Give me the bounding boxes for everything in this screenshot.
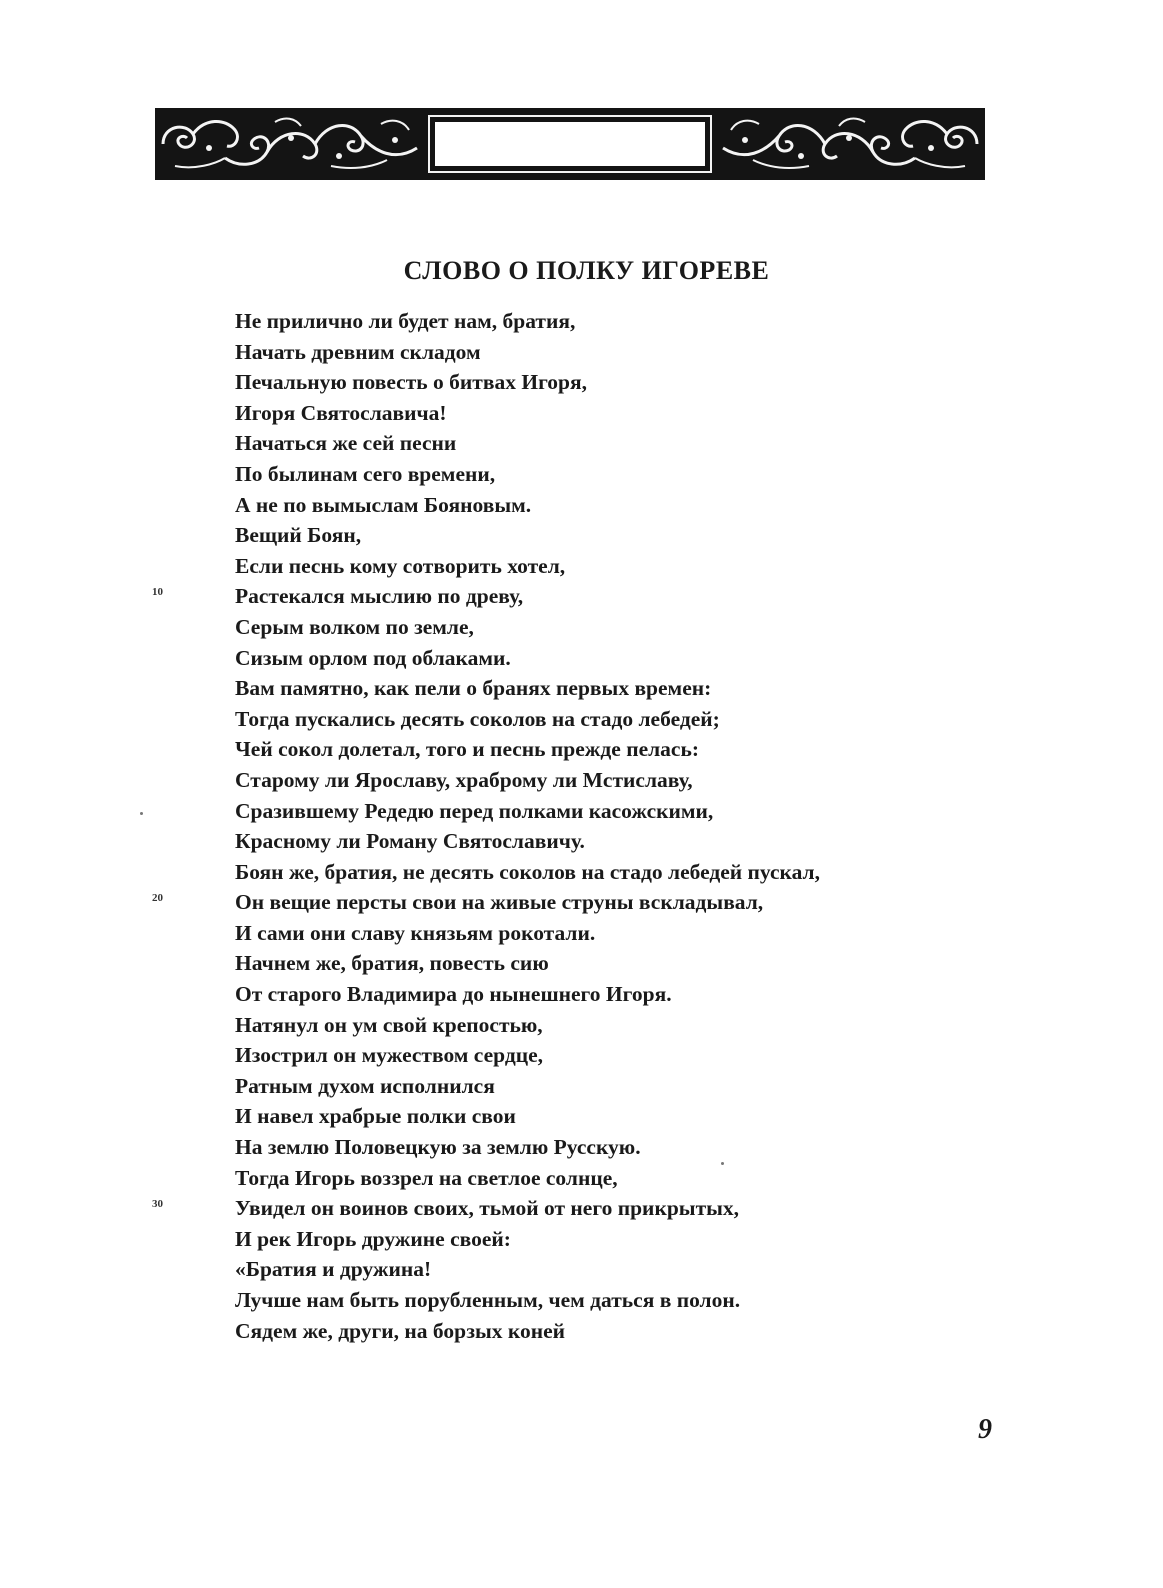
poem-line: Сизым орлом под облаками. <box>235 645 511 670</box>
poem-line: Увидел он воинов своих, тьмой от него прикрытых, <box>235 1196 740 1221</box>
poem-line: Он вещие персты свои на живые струны вскладывал, <box>235 890 764 915</box>
poem-line: Изострил он мужеством сердце, <box>235 1043 544 1068</box>
poem-line: По былинам сего времени, <box>235 461 496 486</box>
poem-line: Вам памятно, как пели о бранях первых времен: <box>235 676 712 701</box>
poem-line: На землю Половецкую за землю Русскую. <box>235 1135 641 1160</box>
line-number-10: 10 <box>152 586 163 598</box>
poem-line: От старого Владимира до нынешнего Игоря. <box>235 982 672 1007</box>
print-speck <box>721 1162 724 1165</box>
poem-line: Лучше нам быть порубленным, чем даться в полон. <box>235 1288 741 1312</box>
poem-title: СЛОВО О ПОЛКУ ИГОРЕВЕ <box>403 256 770 285</box>
poem-line: Натянул он ум свой крепостью, <box>235 1012 543 1037</box>
poem-line: Тогда Игорь воззрел на светлое солнце, <box>235 1165 618 1190</box>
poem-line: Печальную повесть о битвах Игоря, <box>235 370 588 395</box>
line-number-20: 20 <box>152 892 163 904</box>
poem-line: Не прилично ли будет нам, братия, <box>235 309 576 333</box>
line-number-30: 30 <box>152 1198 163 1210</box>
poem-line: «Братия и дружина! <box>235 1257 432 1282</box>
poem-line: Серым волком по земле, <box>235 614 474 639</box>
poem-line: Чей сокол долетал, того и песнь прежде пелась: <box>235 737 700 762</box>
poem-line: Если песнь кому сотворить хотел, <box>235 553 566 578</box>
poem-line: Начать древним складом <box>235 339 481 364</box>
ornamental-header-banner <box>155 108 985 180</box>
poem-text <box>235 306 935 1346</box>
page-number: 9 <box>978 1414 992 1445</box>
poem-line: Растекался мыслию по древу, <box>235 584 524 609</box>
poem-line: Игоря Святославича! <box>235 400 447 425</box>
poem-line: Тогда пускались десять соколов на стадо лебедей; <box>235 706 720 731</box>
poem-line: Начнем же, братия, повесть сию <box>235 951 549 976</box>
print-speck <box>140 812 143 815</box>
poem-line: И рек Игорь дружине своей: <box>235 1226 511 1251</box>
poem-line: И сами они славу князьям рокотали. <box>235 920 596 945</box>
poem-line: Старому ли Ярославу, храброму ли Мстиславу, <box>235 767 693 792</box>
poem-line: Вещий Боян, <box>235 523 362 548</box>
poem-line: Красному ли Роману Святославичу. <box>235 829 585 854</box>
poem-line: И навел храбрые полки свои <box>235 1104 516 1129</box>
poem-line: А не по вымыслам Бояновым. <box>235 492 532 517</box>
poem-line: Боян же, братия, не десять соколов на стадо лебедей пускал, <box>235 859 820 884</box>
ornament-scroll-icon <box>155 108 985 180</box>
poem-line: Ратным духом исполнился <box>235 1073 495 1098</box>
poem-line: Начаться же сей песни <box>235 431 457 456</box>
poem-line: Сядем же, други, на борзых коней <box>235 1318 566 1343</box>
poem-line: Сразившему Редедю перед полками касожскими, <box>235 798 714 823</box>
